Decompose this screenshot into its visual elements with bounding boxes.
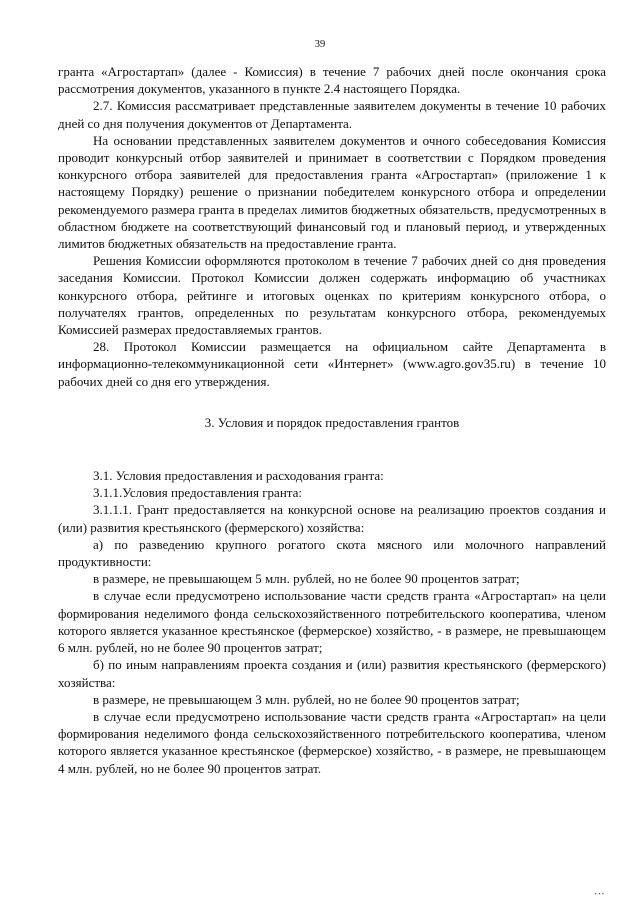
page-number: 39: [314, 39, 326, 50]
scan-mark: • • •: [594, 892, 604, 898]
paragraph: в случае если предусмотрено использование части средств гранта «Агростартап» на цели формирования неделимого фонда сельскохозяйственного потребительского кооператива, членом которого является указанное крестьянское (фермерское) хозяйство, - в размере, не превышающем 4 млн. рублей, но не более 90 процентов затрат.: [58, 708, 606, 776]
paragraph: 28. Протокол Комиссии размещается на официальном сайте Департамента в информационно-телекоммуникационной сети «Интернет» (www.agro.gov35.ru) в течение 10 рабочих дней со дня его утверждения.: [58, 339, 606, 389]
paragraph: а) по разведению крупного рогатого скота мясного или молочного направлений продуктивности:: [58, 536, 606, 570]
paragraph: 3.1.1.Условия предоставления гранта:: [93, 485, 302, 501]
paragraph: 3.1.1.1. Грант предоставляется на конкурсной основе на реализацию проектов создания и (или) развития крестьянского (фермерского) хозяйства:: [58, 502, 606, 535]
paragraph: 3.1. Условия предоставления и расходования гранта:: [93, 468, 384, 484]
paragraph: 2.7. Комиссия рассматривает представленные заявителем документы в течение 10 рабочих дней со дня получения документов от Департамента.: [58, 98, 606, 131]
section-3-text: [58, 467, 606, 777]
paragraph: в размере, не превышающем 3 млн. рублей, но не более 90 процентов затрат;: [93, 691, 520, 707]
paragraph: в случае если предусмотрено использование части средств гранта «Агростартап» на цели формирования неделимого фонда сельскохозяйственного потребительского кооператива, членом которого является указанное крестьянское (фермерское) хозяйство, - в размере, не превышающем 6 млн. рублей, но не более 90 процентов затрат;: [58, 588, 606, 656]
section-2-text: [58, 63, 606, 390]
section-heading: 3. Условия и порядок предоставления грантов: [204, 414, 460, 430]
paragraph: гранта «Агростартап» (далее - Комиссия) в течение 7 рабочих дней после окончания срока рассмотрения документов, указанного в пункте 2.4 настоящего Порядка.: [58, 64, 606, 97]
paragraph: Решения Комиссии оформляются протоколом в течение 7 рабочих дней со дня проведения заседания Комиссии. Протокол Комиссии должен содержать информацию об участниках конкурсного отбора, рейтинге и итоговых оценках по критериям конкурсного отбора, о получателях грантов, определенных по результатам конкурсного отбора, рекомендуемых Комиссией размерах предоставляемых грантов.: [58, 253, 606, 338]
paragraph: в размере, не превышающем 5 млн. рублей, но не более 90 процентов затрат;: [93, 571, 520, 587]
paragraph: б) по иным направлениям проекта создания и (или) развития крестьянского (фермерского) хозяйства:: [58, 657, 606, 690]
document-body: [58, 63, 606, 777]
paragraph: На основании представленных заявителем документов и очного собеседования Комиссия проводит конкурсный отбор заявителей и принимает в соответствии с Порядком проведения конкурсного отбора заявителей для предоставления гранта «Агростартап» (приложение 1 к настоящему Порядку) решение о признании победителем конкурсного отбора и определении рекомендуемого размера гранта в пределах лимитов бюджетных обязательств, предусмотренных в областном бюджете на соответствующий финансовый год и плановый период, и утвержденных лимитов бюджетных обязательств на предоставление гранта.: [58, 132, 606, 252]
